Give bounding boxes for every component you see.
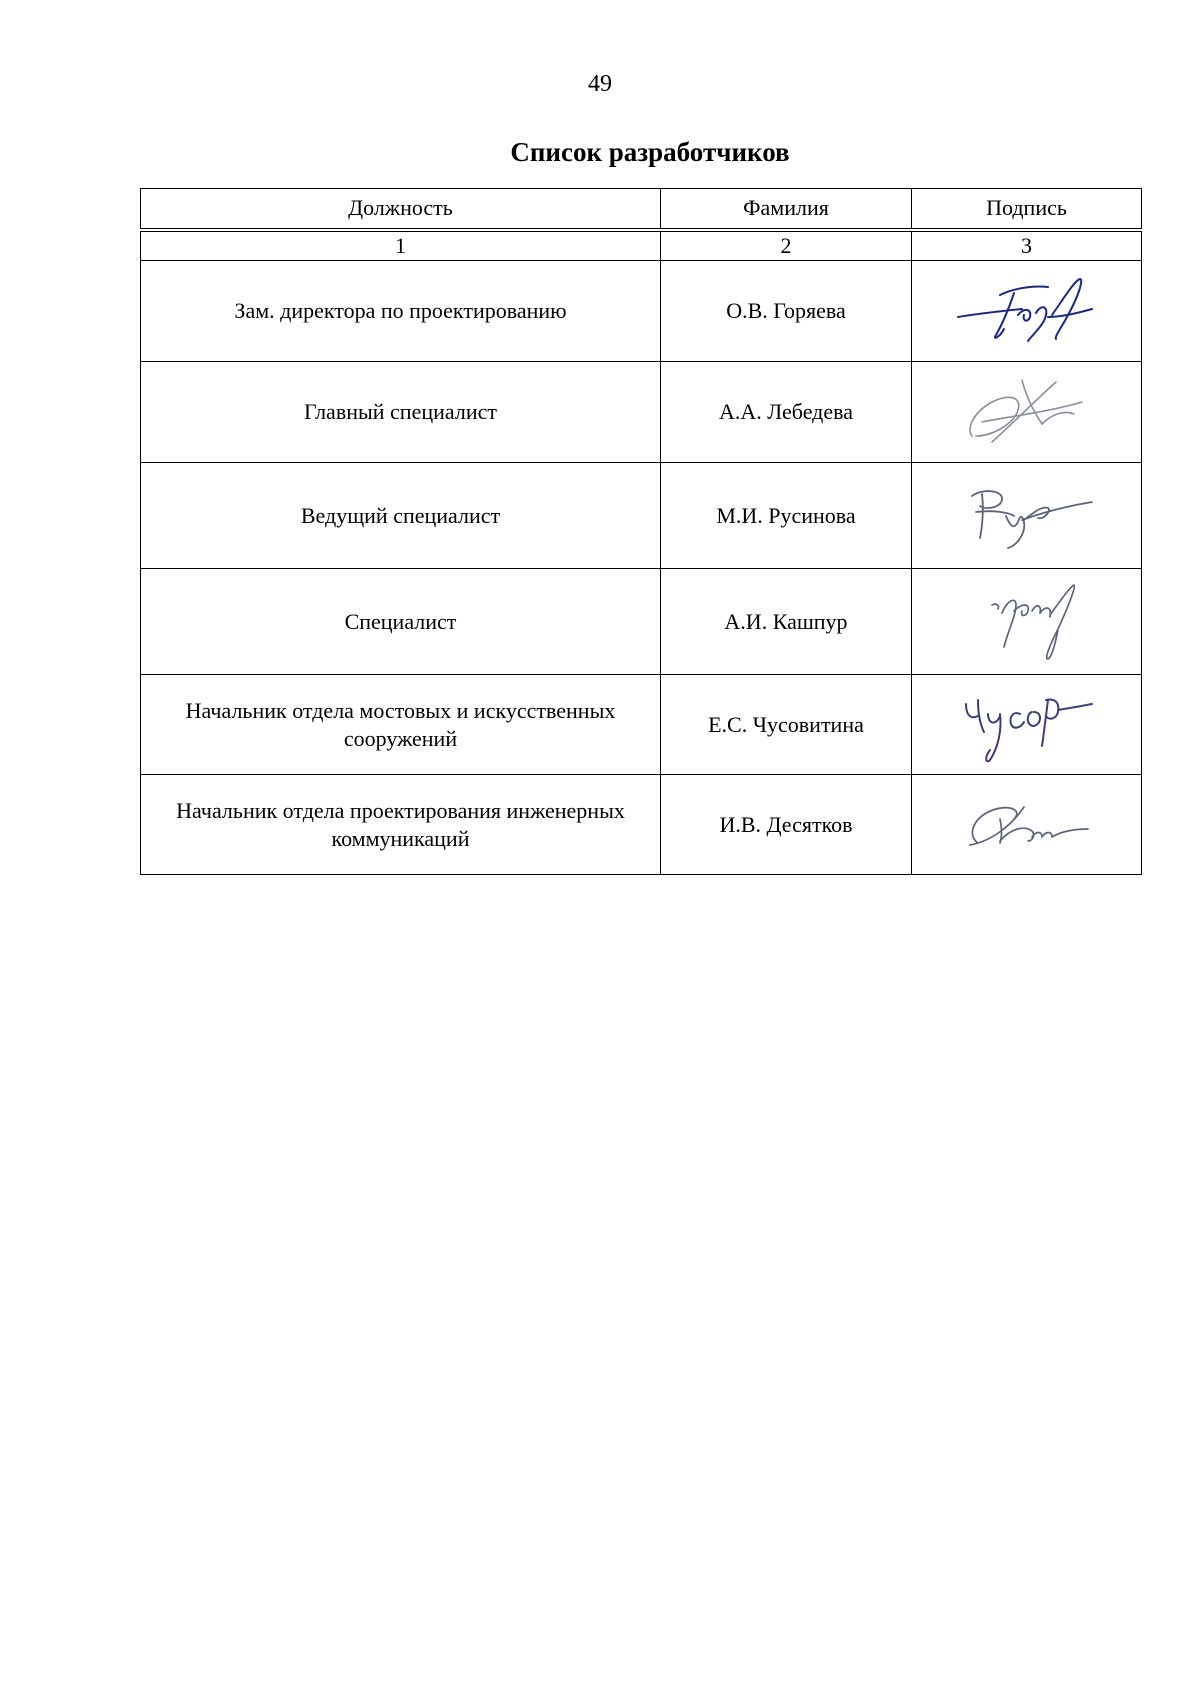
document-title: Список разработчиков bbox=[510, 137, 790, 167]
table-row bbox=[141, 569, 1142, 675]
name-cell: О.В. Горяева bbox=[661, 261, 912, 362]
signature-cell bbox=[912, 362, 1142, 463]
column-number-row bbox=[141, 230, 1142, 261]
table-header-row bbox=[141, 189, 1142, 230]
column-number: 1 bbox=[141, 230, 661, 261]
signature-cell bbox=[912, 775, 1142, 875]
table-row bbox=[141, 775, 1142, 875]
signature-cell bbox=[912, 675, 1142, 775]
signature-kashpur bbox=[952, 577, 1102, 667]
table-row bbox=[141, 362, 1142, 463]
table-row bbox=[141, 675, 1142, 775]
table-row bbox=[141, 261, 1142, 362]
signature-desyatkov bbox=[952, 785, 1102, 865]
signature-cell bbox=[912, 569, 1142, 675]
name-cell: И.В. Десятков bbox=[661, 775, 912, 875]
table-row bbox=[141, 463, 1142, 569]
name-cell: А.И. Кашпур bbox=[661, 569, 912, 675]
signature-chusovitina bbox=[952, 680, 1102, 770]
signature-cell bbox=[912, 463, 1142, 569]
signature-lebedeva bbox=[952, 372, 1102, 452]
position-cell: Начальник отдела проектирования инженерных коммуникаций bbox=[141, 775, 661, 875]
position-cell: Специалист bbox=[141, 569, 661, 675]
name-cell: А.А. Лебедева bbox=[661, 362, 912, 463]
column-number: 2 bbox=[661, 230, 912, 261]
page-number: 49 bbox=[588, 71, 612, 97]
header-name: Фамилия bbox=[661, 189, 912, 230]
name-cell: М.И. Русинова bbox=[661, 463, 912, 569]
column-number: 3 bbox=[912, 230, 1142, 261]
signature-rusinova bbox=[952, 476, 1102, 556]
header-signature: Подпись bbox=[912, 189, 1142, 230]
position-cell: Зам. директора по проектированию bbox=[141, 261, 661, 362]
developers-table bbox=[140, 188, 1141, 875]
position-cell: Начальник отдела мостовых и искусственных сооружений bbox=[141, 675, 661, 775]
position-cell: Ведущий специалист bbox=[141, 463, 661, 569]
signature-goryaeva bbox=[952, 271, 1102, 351]
developers-table-grid bbox=[140, 188, 1142, 875]
name-cell: Е.С. Чусовитина bbox=[661, 675, 912, 775]
position-cell: Главный специалист bbox=[141, 362, 661, 463]
header-position: Должность bbox=[141, 189, 661, 230]
signature-cell bbox=[912, 261, 1142, 362]
